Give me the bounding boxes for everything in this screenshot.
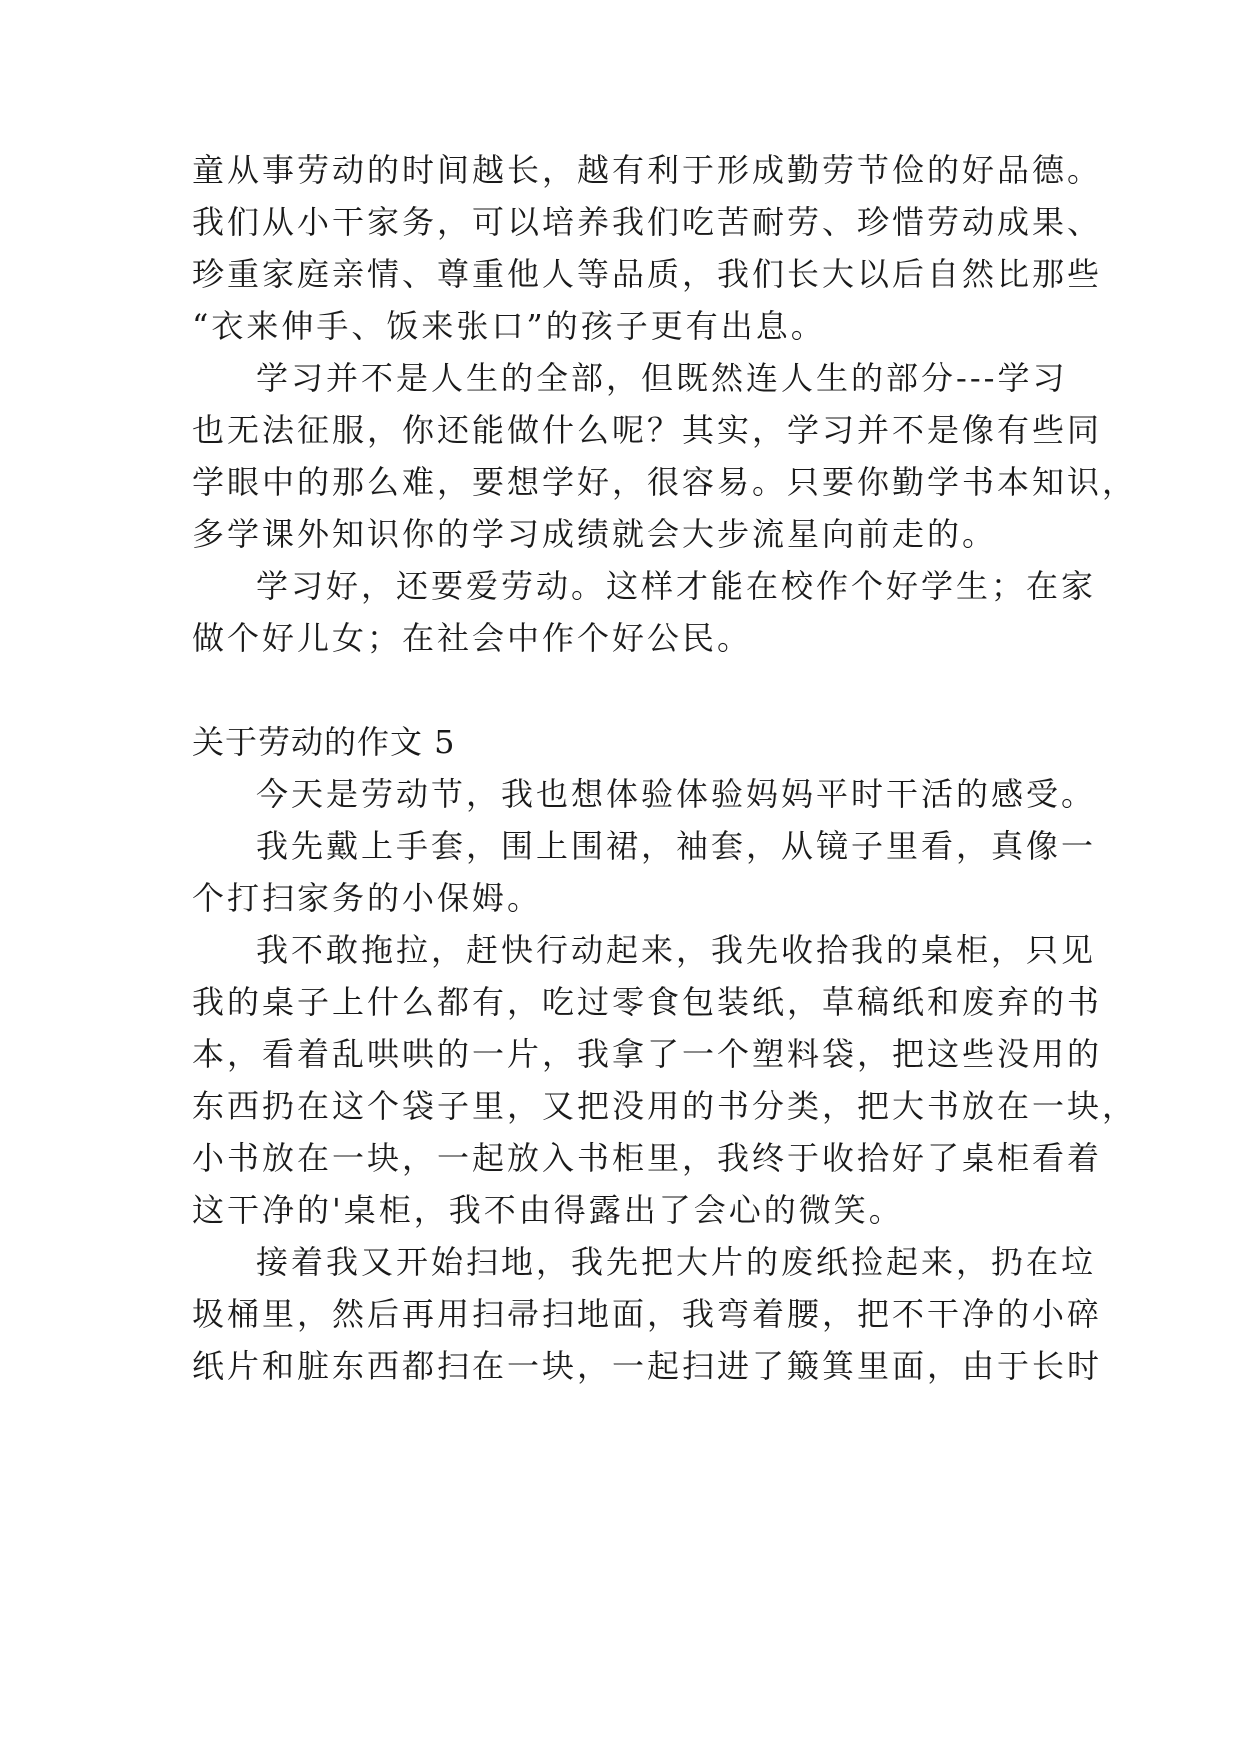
text-line: 今天是劳动节，我也想体验体验妈妈平时干活的感受。 xyxy=(256,775,1097,813)
text-line: 我不敢拖拉，赶快行动起来，我先收拾我的桌柜，只见 xyxy=(256,931,1097,969)
text-line: 做个好儿女；在社会中作个好公民。 xyxy=(192,619,753,657)
text-line: 小书放在一块，一起放入书柜里，我终于收拾好了桌柜看着 xyxy=(192,1139,1103,1177)
text-line: 我的桌子上什么都有，吃过零食包装纸，草稿纸和废弃的书 xyxy=(192,983,1103,1021)
text-line: 珍重家庭亲情、尊重他人等品质，我们长大以后自然比那些 xyxy=(192,255,1103,293)
text-line: 童从事劳动的时间越长，越有利于形成勤劳节俭的好品德。 xyxy=(192,151,1103,189)
text-line: 接着我又开始扫地，我先把大片的废纸捡起来，扔在垃 xyxy=(256,1243,1097,1281)
essay-title: 关于劳动的作文 5 xyxy=(192,723,456,761)
text-line: 学眼中的那么难，要想学好，很容易。只要你勤学书本知识， xyxy=(192,463,1138,501)
text-line: 多学课外知识你的学习成绩就会大步流星向前走的。 xyxy=(192,515,998,553)
text-line: 这干净的'桌柜，我不由得露出了会心的微笑。 xyxy=(192,1191,904,1229)
text-line: 也无法征服，你还能做什么呢？其实，学习并不是像有些同 xyxy=(192,411,1103,449)
text-line: 我先戴上手套，围上围裙，袖套，从镜子里看，真像一 xyxy=(256,827,1097,865)
text-line: 我们从小干家务，可以培养我们吃苦耐劳、珍惜劳动成果、 xyxy=(192,203,1103,241)
text-line: 纸片和脏东西都扫在一块，一起扫进了簸箕里面，由于长时 xyxy=(192,1347,1103,1385)
text-line: 学习并不是人生的全部，但既然连人生的部分---学习 xyxy=(256,359,1068,397)
text-line: 本，看着乱哄哄的一片，我拿了一个塑料袋，把这些没用的 xyxy=(192,1035,1103,1073)
text-line: 圾桶里，然后再用扫帚扫地面，我弯着腰，把不干净的小碎 xyxy=(192,1295,1103,1333)
text-line: “衣来伸手、饭来张口”的孩子更有出息。 xyxy=(192,307,826,345)
text-line: 东西扔在这个袋子里，又把没用的书分类，把大书放在一块， xyxy=(192,1087,1138,1125)
text-line: 个打扫家务的小保姆。 xyxy=(192,879,543,917)
text-line: 学习好，还要爱劳动。这样才能在校作个好学生；在家 xyxy=(256,567,1097,605)
